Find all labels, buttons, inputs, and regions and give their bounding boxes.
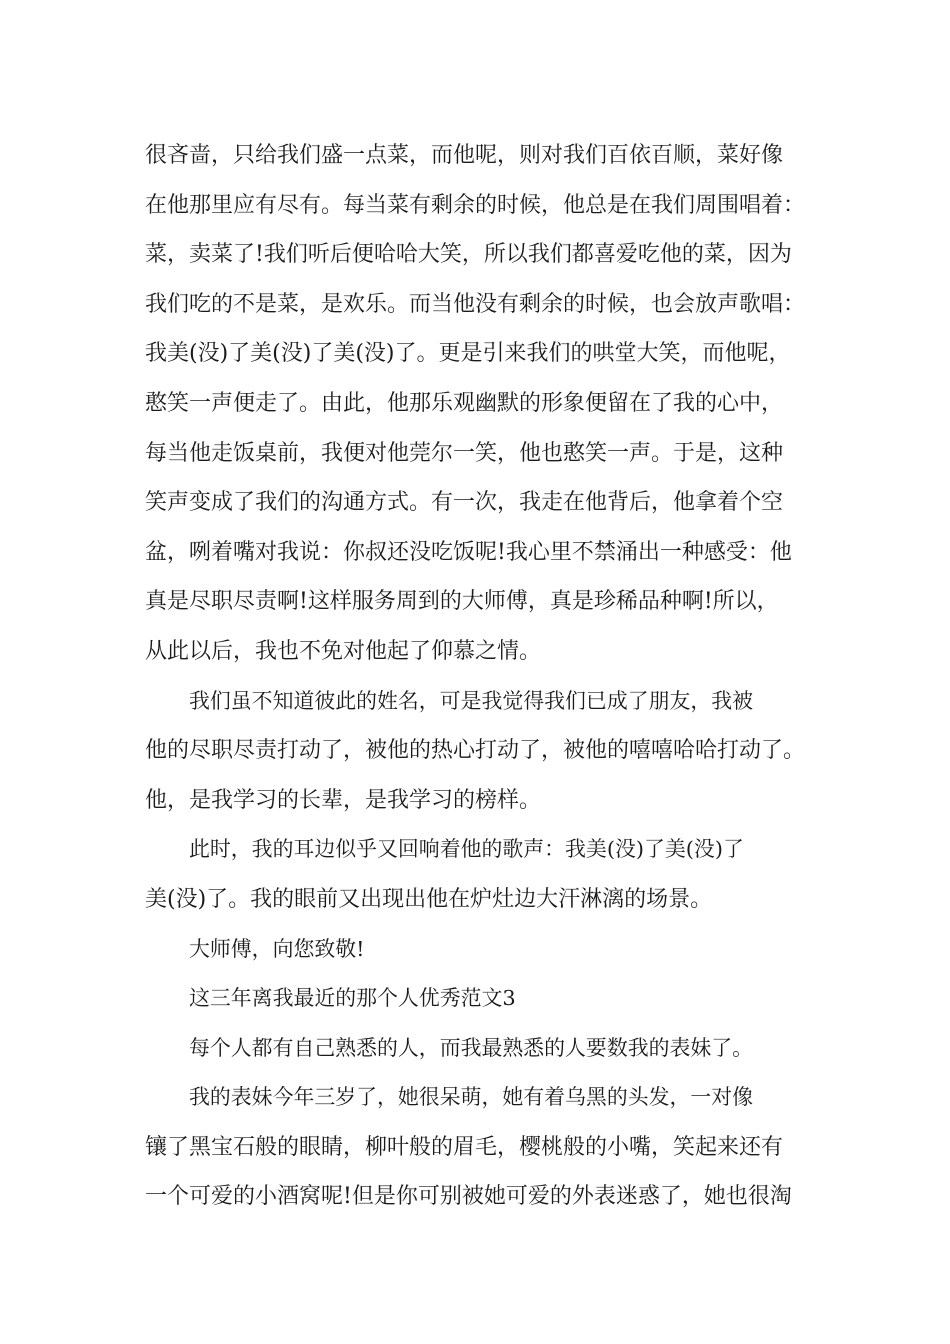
text-line: 菜，卖菜了!我们听后便哈哈大笑，所以我们都喜爱吃他的菜，因为 <box>145 242 792 268</box>
document-body <box>145 131 825 1222</box>
text-line: 我们吃的不是菜，是欢乐。而当他没有剩余的时候，也会放声歌唱： <box>145 291 806 317</box>
text-line: 从此以后，我也不免对他起了仰慕之情。 <box>145 638 542 664</box>
text-line: 笑声变成了我们的沟通方式。有一次，我走在他背后，他拿着个空 <box>145 490 784 516</box>
text-line: 每当他走饭桌前，我便对他莞尔一笑，他也憨笑一声。于是，这种 <box>145 440 784 466</box>
text-line: 在他那里应有尽有。每当菜有剩余的时候，他总是在我们周围唱着： <box>145 192 806 218</box>
text-line: 很吝啬，只给我们盛一点菜，而他呢，则对我们百依百顺，菜好像 <box>145 143 784 168</box>
text-line: 憨笑一声便走了。由此，他那乐观幽默的形象便留在了我的心中， <box>145 390 784 416</box>
text-line: 美(没)了。我的眼前又出现出他在炉灶边大汗淋漓的场景。 <box>145 886 713 912</box>
text-line: 每个人都有自己熟悉的人，而我最熟悉的人要数我的表妹了。 <box>189 1035 754 1060</box>
text-line: 真是尽职尽责啊!这样服务周到的大师傅，真是珍稀品种啊!所以， <box>145 589 779 615</box>
text-line: 这三年离我最近的那个人优秀范文3 <box>189 986 516 1011</box>
text-line: 镶了黑宝石般的眼睛，柳叶般的眉毛，樱桃般的小嘴，笑起来还有 <box>145 1134 784 1160</box>
text-line: 他的尽职尽责打动了，被他的热心打动了，被他的嘻嘻哈哈打动了。 <box>145 738 806 764</box>
text-line: 一个可爱的小酒窝呢!但是你可别被她可爱的外表迷惑了，她也很淘 <box>145 1184 792 1210</box>
text-line: 我们虽不知道彼此的姓名，可是我觉得我们已成了朋友，我被 <box>189 688 754 713</box>
text-line: 我的表妹今年三岁了，她很呆萌，她有着乌黑的头发，一对像 <box>189 1085 754 1110</box>
text-line: 我美(没)了美(没)了美(没)了。更是引来我们的哄堂大笑，而他呢， <box>145 341 791 367</box>
text-line: 盆，咧着嘴对我说：你叔还没吃饭呢!我心里不禁涌出一种感受：他 <box>145 539 792 565</box>
text-line: 此时，我的耳边似乎又回响着他的歌声：我美(没)了美(没)了 <box>189 837 744 862</box>
text-line: 他，是我学习的长辈，是我学习的榜样。 <box>145 787 542 813</box>
text-line: 大师傅，向您致敬! <box>189 936 365 961</box>
